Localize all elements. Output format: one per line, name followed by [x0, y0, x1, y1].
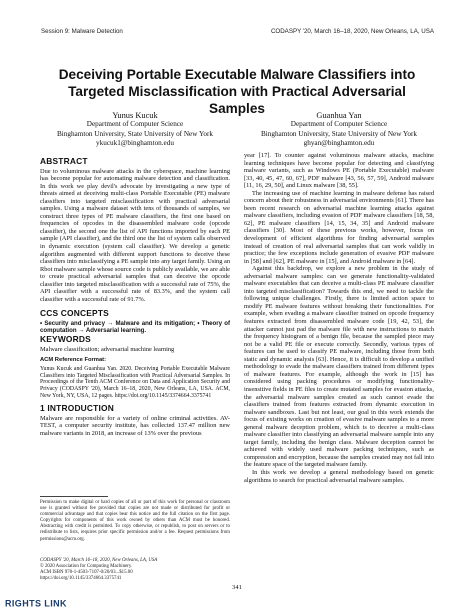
rightslink-logo[interactable] [4, 597, 88, 609]
running-header-right: CODASPY '20, March 16–18, 2020, New Orleans, LA, USA [270, 28, 434, 35]
author-institution: Binghamton University, State University of New York [56, 129, 214, 138]
copyright-line: ACM ISBN 978-1-4503-7107-0/20/03...$15.00 [40, 570, 133, 575]
author-name: Guanhua Yan [316, 111, 362, 120]
body-paragraph: In this work we develop a general methodology based on genetic algorithms to search for practical adversarial malware samples. [244, 468, 434, 484]
body-paragraph: year [17]. To counter against voluminous malware attacks, machine learning techniques have become popular for detecting and classifying malware variants, such as Windows PE (Portable Executable) malware [33, 40, 45, 47, 60, 67], PDF malware [43, 56, 57, 59], Android malware [11, 16, 29, 50], and Linux malware [38, 55]. [244, 152, 434, 190]
author-email[interactable]: ghyan@binghamton.edu [303, 139, 375, 148]
page-number: 341 [232, 584, 242, 591]
abstract-section [40, 158, 230, 437]
keywords-heading: KEYWORDS [40, 334, 91, 345]
keywords: Malware classification; adversarial machine learning [40, 345, 175, 353]
paper-title: Deceiving Portable Executable Malware Classifiers into Targeted Misclassification with Practical Adversarial Samples [58, 67, 416, 116]
author-department: Department of Computer Science [86, 120, 184, 129]
introduction-text: Malware are responsible for a variety of online criminal activities. AV-TEST, a computer security institute, has collected 137.47 million new malware variants in 2018, an increase of 13% over the previous [40, 414, 230, 437]
copyright-block [40, 558, 230, 582]
author-institution: Binghamton University, State University of New York [260, 129, 418, 138]
footnote-rule [40, 496, 108, 497]
author-department: Department of Computer Science [290, 120, 388, 129]
permission-notice: Permission to make digital or hard copies of all or part of this work for personal or classroom use is granted without fee provided that copies are not made or distributed for profit or commercial advantage and that copies bear this notice and the full citation on the first page. Copyrights for components of this work owned by others than ACM must be honored. Abstracting with credit is permitted. To copy otherwise, or republish, to post on servers or to redistribute to lists, requires prior specific permission and/or a fee. Request permissions from permissions@acm.org. [40, 500, 230, 542]
author-block-2 [244, 111, 434, 149]
body-paragraph: Against this backdrop, we explore a new problem in the study of adversarial malware samples: can we generate functionality-validated malware executables that can deceive a multi-class PE malware classifier into targeted misclassification? Towards this end, we need to tackle the following unique challenges. Firstly, there is limited action space to modify PE malware features without breaking their functionalities. For example, when evading a malware classifier trained on opcode frequency features extracted from disassembled malware code [19, 42, 53], the attacker cannot just pad the malware file with new instructions to match the frequency histogram of a benign file, because the sampled piece may not be a valid PE file or execute correctly. Secondly, various types of features can be used to classify PE malware, including those from both static and dynamic analysis [63]. Hence, it is difficult to develop a unified methodology to evade the malware classifiers trained from different types of malware features. For example, although the work in [15] has considered using packing procedures or modifying functionality-insensitive fields in PE files to create mutated samples for evasion attacks, the adversarial malware samples created as such cannot evade the classifiers trained from features extracted from dynamic execution in malware sandboxes. Last but not least, our goal in this work extends the focus of existing works on creation of evasive malware samples to a more general malware deception problem, which is to deceive a multi-class malware classifier into classifying an adversarial malware sample into any target family, including the benign class. Malware deception cannot be achieved with widely used malware packing techniques, such as compression and encryption, because the samples created may not fall into the feature space of the targeted malware family. [244, 265, 434, 469]
running-header-left: Session 9: Malware Detection [41, 28, 123, 35]
abstract-text: Due to voluminous malware attacks in the cyberspace, machine learning has become popular for automating malware detection and classification. In this work we play devil's advocate by investigating a new type of threats aimed at deceiving multi-class Portable Executable (PE) malware classifiers into targeted misclassification with practical adversarial samples. Using a malware dataset with tens of thousands of samples, we construct three types of PE malware classifiers, the first one based on frequencies of opcodes in the disassembled malware code (opcode classifier), the second one the list of API functions imported by each PE sample (API classifier), and the third one the list of system calls observed in dynamic execution (system call classifier). We develop a genetic algorithm augmented with different support functions to deceive these classifiers into misclassifying a PE sample into any target family. Using an Rbot malware sample whose source code is publicly available, we are able to create practical adversarial samples that can deceive the opcode classifier into targeted misclassification with a successful rate of 75%, the API classifier with a successful rate of 83.3%, and the system call classifier with a successful rate of 91.7%. [40, 167, 230, 303]
introduction-heading: 1 INTRODUCTION [40, 403, 114, 414]
body-paragraph: The increasing use of machine learning in malware defense has raised concern about their robustness in adversarial environments [61]. There has been recent research on adversarial machine learning attacks against malware classifiers, including evasion of PDF malware classifiers [18, 58, 62], PE malware classifiers [14, 15, 34, 35] and Android malware classifiers [30]. Most of these previous works, however, focus on development of efficient algorithms for finding adversarial samples instead of creation of real adversarial samples that can work validly in practice; the few exceptions include generation of evasive PDF malware in [58] and [62], PE malware in [15], and Android malware in [64]. [244, 189, 434, 265]
reference-format-heading: ACM Reference Format: [40, 357, 107, 364]
logo-text: RIGHTS LINK [5, 598, 67, 609]
copyright-line: CODASPY '20, March 16–18, 2020, New Orleans, LA, USA [40, 558, 158, 563]
abstract-heading: ABSTRACT [40, 156, 88, 166]
reference-format-text: Yunus Kucuk and Guanhua Yan. 2020. Deceiving Portable Executable Malware Classifiers into Targeted Misclassification with Practical Adversarial Samples. In Proceedings of the Tenth ACM Conference on Data and Application Security and Privacy (CODASPY '20), March 16–18, 2020, New Orleans, LA, USA. ACM, New York, NY, USA, 12 pages. https://doi.org/10.1145/3374664.3375741 [40, 365, 230, 400]
ccs-heading: CCS CONCEPTS [40, 308, 109, 319]
copyright-line[interactable]: https://doi.org/10.1145/3374664.3375741 [40, 576, 122, 581]
ccs-concepts: • Security and privacy → Malware and its mitigation; • Theory of computation → Adversarial learning. [40, 319, 230, 335]
author-block-1 [40, 111, 230, 149]
author-email[interactable]: ykucuk1@binghamton.edu [96, 139, 174, 148]
copyright-line: © 2020 Association for Computing Machinery. [40, 564, 133, 569]
author-name: Yunus Kucuk [112, 111, 158, 120]
right-column [244, 152, 434, 484]
